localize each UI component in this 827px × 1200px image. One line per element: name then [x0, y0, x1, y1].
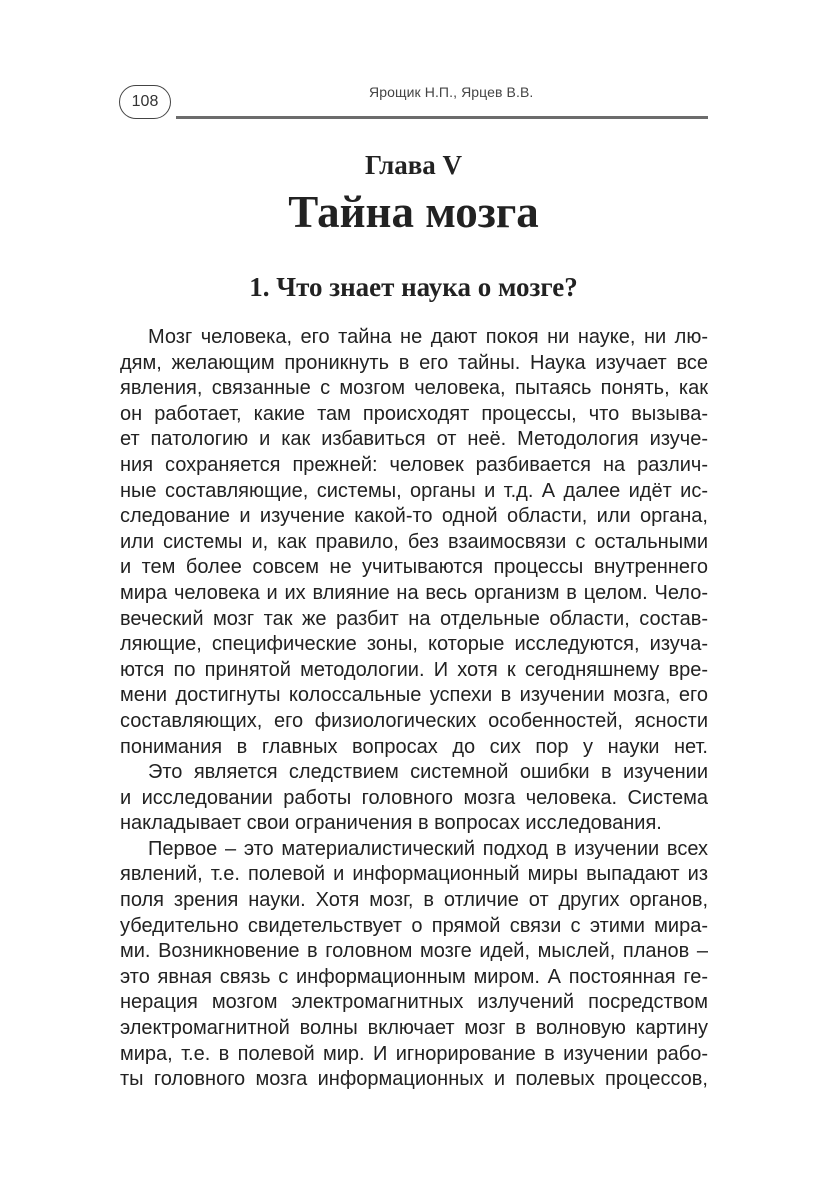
- text-line: явлений, т.е. полевой и информационный миры выпадают из: [120, 863, 708, 886]
- text-line: накладывает свои ограничения в вопросах исследования.: [120, 812, 662, 835]
- text-line: электромагнитной волны включает мозг в волновую картину: [120, 1017, 708, 1040]
- text-line: он работает, какие там происходят процессы, что вызыва-: [120, 402, 708, 425]
- paragraph: [120, 760, 708, 837]
- text-line: ми. Возникновение в головном мозге идей, мыслей, планов –: [120, 940, 708, 963]
- text-line: ния сохраняется прежней: человек разбивается на различ-: [120, 453, 708, 476]
- running-head-authors: Ярощик Н.П., Ярцев В.В.: [369, 84, 534, 100]
- text-line: убедительно свидетельствует о прямой связи с этими мира-: [120, 914, 708, 937]
- text-line: мира, т.е. в полевой мир. И игнорирование в изучении рабо-: [120, 1042, 708, 1065]
- text-line: ет патологию и как избавиться от неё. Методология изуче-: [120, 428, 708, 451]
- chapter-title: Тайна мозга: [288, 187, 539, 237]
- text-line: дям, желающим проникнуть в его тайны. Наука изучает все: [120, 351, 708, 374]
- text-line: и исследовании работы головного мозга человека. Система: [120, 786, 708, 809]
- section-title: 1. Что знает наука о мозге?: [249, 272, 578, 302]
- text-line: и тем более совсем не учитываются процессы внутреннего: [120, 556, 708, 579]
- page-number: 108: [119, 85, 171, 119]
- text-line: мира человека и их влияние на весь организм в целом. Чело-: [120, 581, 708, 604]
- text-line: явления, связанные с мозгом человека, пытаясь понять, как: [120, 377, 708, 400]
- header-rule: [176, 116, 708, 119]
- text-line: или системы и, как правило, без взаимосвязи с остальными: [120, 530, 708, 553]
- text-line: нерация мозгом электромагнитных излучений посредством: [120, 991, 708, 1014]
- text-line: ются по принятой методологии. И хотя к сегодняшнему вре-: [120, 658, 708, 681]
- text-line: понимания в главных вопросах до сих пор у науки нет.: [120, 735, 708, 758]
- paragraph: [120, 837, 708, 1093]
- text-line: веческий мозг так же разбит на отдельные области, состав-: [120, 607, 708, 630]
- text-line: поля зрения науки. Хотя мозг, в отличие от других органов,: [120, 889, 708, 912]
- chapter-label: Глава V: [364, 150, 463, 180]
- text-line: ные составляющие, системы, органы и т.д. А далее идёт ис-: [120, 479, 708, 502]
- text-line: Это является следствием системной ошибки в изучении: [148, 761, 708, 784]
- text-line: составляющих, его физиологических особенностей, ясности: [120, 709, 708, 732]
- text-line: Первое – это материалистический подход в изучении всех: [148, 837, 708, 860]
- paragraph: [120, 325, 708, 760]
- text-line: это явная связь с информационным миром. А постоянная ге-: [120, 965, 708, 988]
- body-text: [120, 325, 708, 1093]
- text-line: Мозг человека, его тайна не дают покоя ни науке, ни лю-: [148, 326, 708, 348]
- text-line: ляющие, специфические зоны, которые исследуются, изуча-: [120, 633, 708, 656]
- text-line: мени достигнуты колоссальные успехи в изучении мозга, его: [120, 684, 708, 707]
- text-line: ты головного мозга информационных и полевых процессов,: [120, 1068, 708, 1091]
- text-line: следование и изучение какой-то одной области, или органа,: [120, 505, 708, 528]
